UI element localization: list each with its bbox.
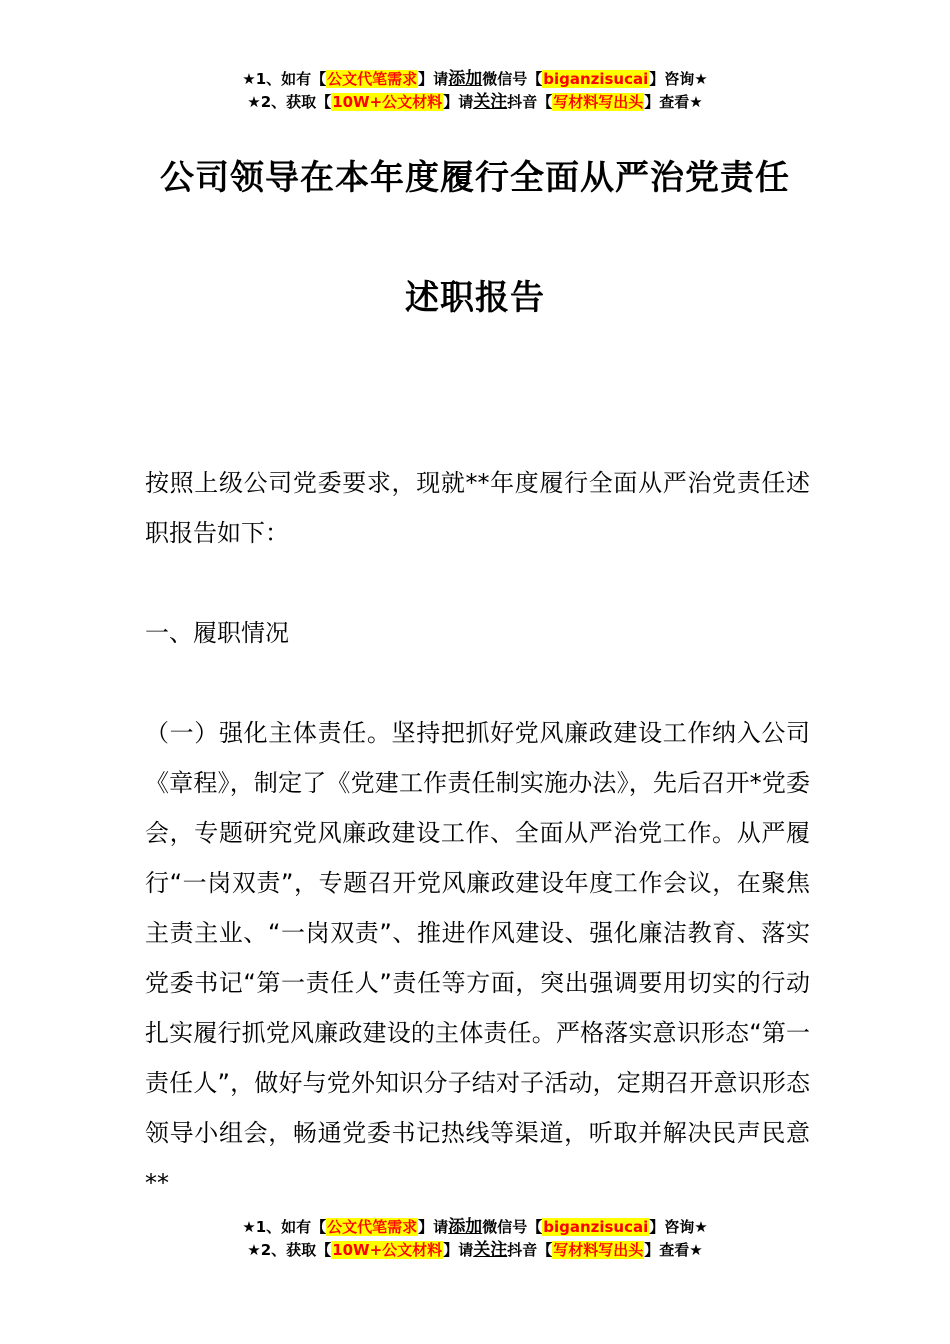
banner-underline: 关注 xyxy=(473,1240,508,1260)
banner-text: 】请 xyxy=(443,93,474,111)
banner-text: ★1、如有【 xyxy=(242,70,327,88)
banner-underline: 添加 xyxy=(448,1217,483,1237)
banner-text: 微信号【 xyxy=(482,1218,543,1236)
banner-text: 抖音【 xyxy=(507,1241,553,1259)
banner-highlight: 公文代笔需求 xyxy=(327,70,418,88)
intro-paragraph: 按照上级公司党委要求，现就**年度履行全面从严治党责任述职报告如下： xyxy=(145,469,810,547)
banner-line-1 xyxy=(0,1216,950,1239)
banner-text: ★1、如有【 xyxy=(242,1218,327,1236)
banner-text: 微信号【 xyxy=(482,70,543,88)
banner-underline: 关注 xyxy=(473,92,508,112)
banner-wechat-id: biganzisucai xyxy=(543,1218,649,1236)
banner-line-2 xyxy=(0,1239,950,1262)
banner-text: 】查看★ xyxy=(644,1241,703,1259)
banner-highlight: 写材料写出头 xyxy=(553,1241,644,1259)
banner-underline: 添加 xyxy=(448,69,483,89)
banner-text: 】查看★ xyxy=(644,93,703,111)
document-title-line-2: 述职报告 xyxy=(405,278,545,318)
banner-text: 】请 xyxy=(443,1241,474,1259)
banner-text: 】咨询★ xyxy=(649,70,708,88)
banner-wechat-id: biganzisucai xyxy=(543,70,649,88)
banner-line-1 xyxy=(0,68,950,91)
footer-banner xyxy=(0,1216,950,1262)
header-banner xyxy=(0,68,950,114)
banner-highlight: 写材料写出头 xyxy=(553,93,644,111)
banner-text: ★2、获取【 xyxy=(247,1241,332,1259)
document-title-line-1: 公司领导在本年度履行全面从严治党责任 xyxy=(160,158,790,198)
banner-text: 】请 xyxy=(418,1218,449,1236)
banner-text: 】咨询★ xyxy=(649,1218,708,1236)
banner-text: 】请 xyxy=(418,70,449,88)
section-heading: 一、履职情况 xyxy=(145,619,289,647)
body-paragraph: （一）强化主体责任。坚持把抓好党风廉政建设工作纳入公司《章程》，制定了《党建工作责任制实施办法》，先后召开*党委会，专题研究党风廉政建设工作、全面从严治党工作。从严履行“一岗双责”，专题召开党风廉政建设年度工作会议，在聚焦主责主业、“一岗双责”、推进作风建设、强化廉洁教育、落实党委书记“第一责任人”责任等方面，突出强调要用切实的行动扎实履行抓党风廉政建设的主体责任。严格落实意识形态“第一责任人”，做好与党外知识分子结对子活动，定期召开意识形态领导小组会，畅通党委书记热线等渠道，听取并解决民声民意** xyxy=(145,719,810,1197)
banner-line-2 xyxy=(0,91,950,114)
banner-highlight: 10W+公文材料 xyxy=(332,93,443,111)
banner-highlight: 公文代笔需求 xyxy=(327,1218,418,1236)
banner-highlight: 10W+公文材料 xyxy=(332,1241,443,1259)
banner-text: 抖音【 xyxy=(507,93,553,111)
banner-text: ★2、获取【 xyxy=(247,93,332,111)
